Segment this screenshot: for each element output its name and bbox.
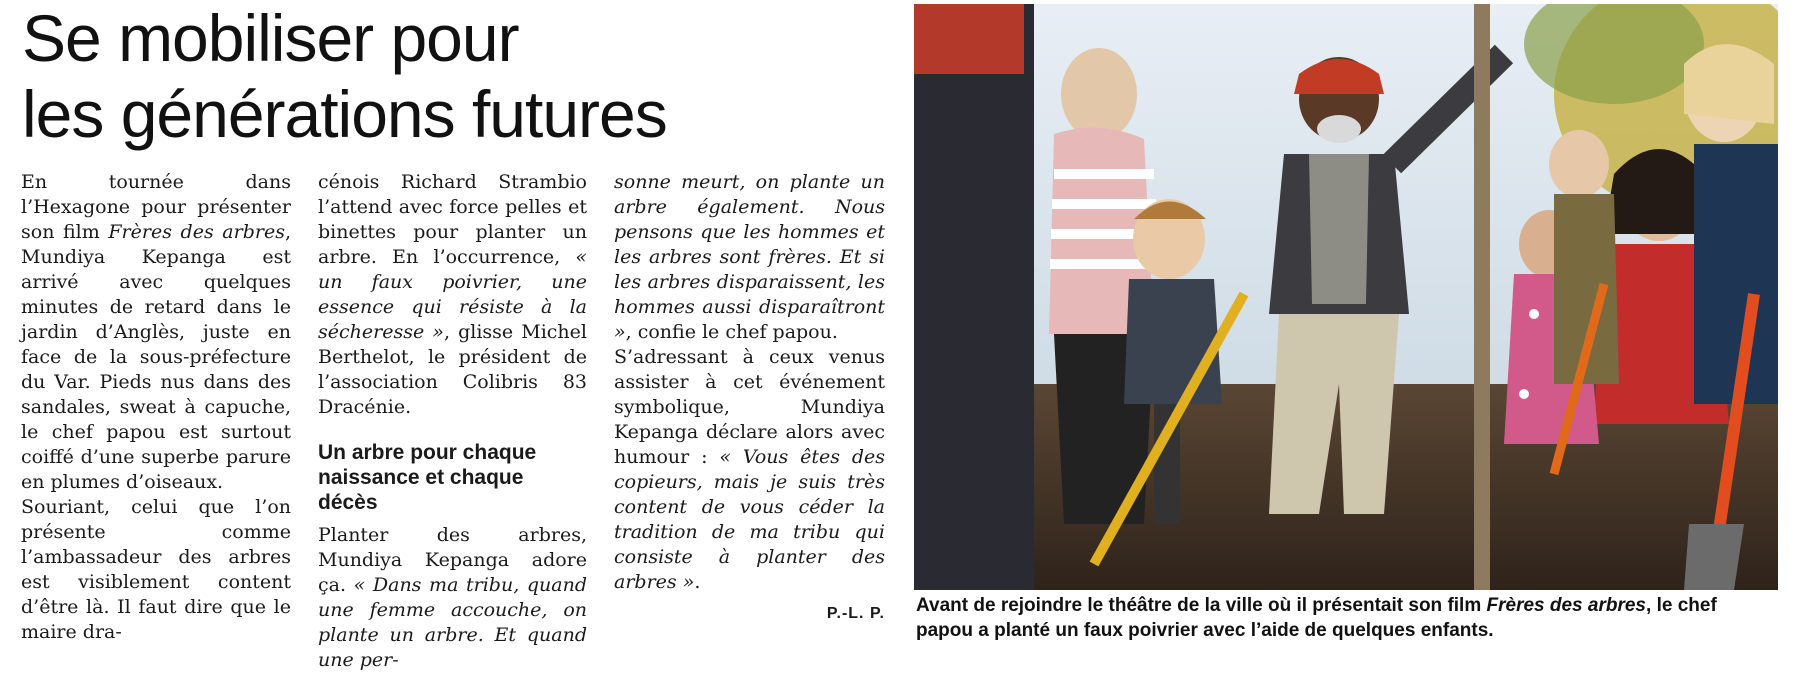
text: cénois Richard Strambio l’attend avec force pelles et binettes pour planter un arbre. En l’occurrence, <box>318 171 587 268</box>
caption-film-title: Frères des arbres <box>1486 595 1647 616</box>
paragraph <box>318 170 587 420</box>
quote: « un faux poivrier, une essence qui résiste à la sécheresse » <box>318 246 587 343</box>
subheading: Un arbre pour chaque naissance et chaque décès <box>318 441 537 514</box>
text: , glisse Michel Berthelot, le président de l’association Colibris 83 Dracénie. <box>318 321 587 418</box>
text: S’adressant à ceux venus assister à cet événement symbolique, Mundiya Kepanga déclare alors avec humour : <box>614 346 885 468</box>
text: En tournée dans l’Hexagone pour présenter son film <box>21 171 291 243</box>
film-title: Frères des arbres <box>108 221 285 243</box>
text: , Mundiya Kepanga est arrivé avec quelques minutes de retard dans le jardin d’Anglès, juste en face de la sous-préfecture du Var. Pieds nus dans des sandales, sweat à capuche, le chef papou est surtout coiffé d’une superbe parure en plumes d’oiseaux. <box>21 221 291 493</box>
paragraph: Souriant, celui que l’on présente comme l’ambassadeur des arbres est visiblement content d’être là. Il faut dire que le maire dra- <box>21 496 291 643</box>
text: , confie le chef papou. <box>625 321 838 343</box>
quote: sonne meurt, on plante un arbre également. Nous pensons que les hommes et les arbres sont frères. Et si les arbres disparaissent, les hommes aussi disparaîtront » <box>614 171 885 343</box>
paragraph <box>318 523 587 673</box>
text: Planter des arbres, Mundiya Kepanga adore ça. <box>318 524 587 596</box>
caption-text: , le chef papou a planté un faux poivrier avec l’aide de quelques enfants. <box>916 595 1717 641</box>
quote: « Dans ma tribu, quand une femme accouche, on plante un arbre. Et quand une per- <box>318 574 587 671</box>
quote: « Vous êtes des copieurs, mais je suis très content de vous céder la tradition de ma tribu qui consiste à planter des arbres » <box>614 446 885 593</box>
article-headline <box>22 0 902 152</box>
photo-illustration <box>914 4 1778 590</box>
paragraph <box>614 345 885 595</box>
photo-caption <box>916 593 1778 643</box>
caption-text: Avant de rejoindre le théâtre de la ville où il présentait son film <box>916 595 1487 616</box>
paragraph <box>614 170 885 345</box>
article-column-2 <box>318 170 587 673</box>
author-byline: P.-L. P. <box>826 605 885 622</box>
article-photo <box>914 4 1778 590</box>
article-column-3 <box>614 170 885 626</box>
headline-line-1: Se mobiliser pour <box>22 1 519 75</box>
paragraph <box>21 170 291 495</box>
article-column-1 <box>21 170 291 645</box>
headline-line-2: les générations futures <box>22 77 667 151</box>
text: . <box>694 571 701 593</box>
